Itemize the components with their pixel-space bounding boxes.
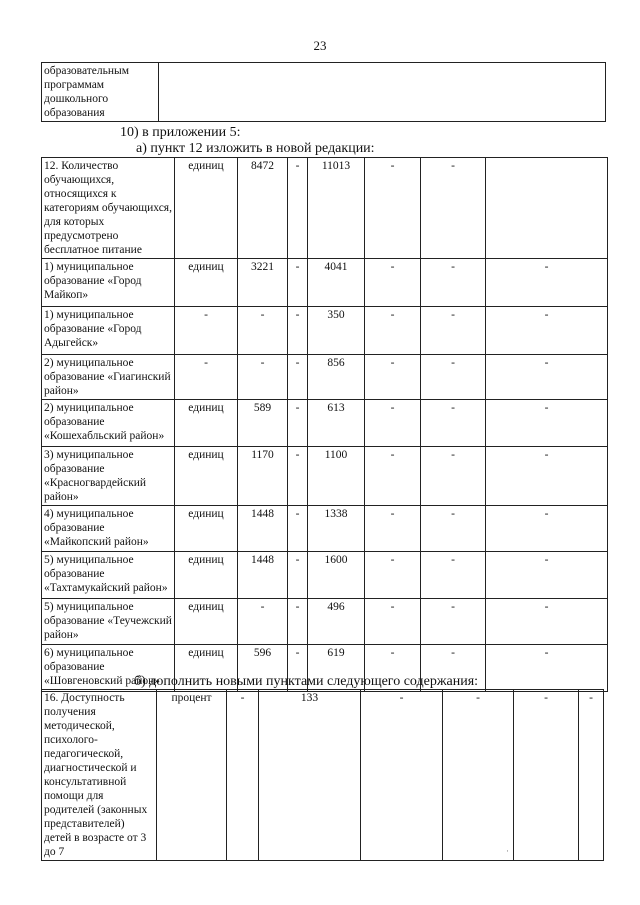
cell-value-5: - [421,355,486,400]
cell-value-6: - [486,506,608,552]
cell-value-3: 1100 [308,447,365,506]
cell-value-6: - [579,690,604,861]
cell-value-5: - [421,645,486,692]
cell-value-6 [486,158,608,259]
cell-name: 2) муниципальное образование «Гиагинский район» [42,355,175,400]
cell-value-4: - [365,307,421,355]
cell-value-1: - [227,690,259,861]
cell-value-2: - [288,447,308,506]
section-10-heading: 10) в приложении 5: [120,125,241,140]
cell-value-5: - [421,599,486,645]
top-table-cell-empty [159,63,606,122]
cell-name: 16. Доступность получения методической, психолого-педагогической, диагностической и консультативной помощи для родителей (законных представителей) детей в возрасте от 3 до 7 [42,690,157,861]
table-row [42,506,608,552]
cell-value-5: - [421,307,486,355]
cell-value-4: - [365,552,421,599]
cell-value-6: - [486,400,608,447]
cell-value-4: - [365,400,421,447]
cell-unit: единиц [175,400,238,447]
table-item-12 [41,157,608,692]
cell-value-6: - [486,552,608,599]
cell-value-2: - [288,506,308,552]
cell-value-1: 1448 [238,506,288,552]
cell-value-5: - [421,552,486,599]
cell-value-3: 856 [308,355,365,400]
cell-value-5: - [421,400,486,447]
cell-value-1: - [238,599,288,645]
cell-value-1: - [238,307,288,355]
top-table-cell-text: образовательным программам дошкольного образования [42,63,159,122]
cell-value-6: - [486,355,608,400]
cell-value-2: - [288,355,308,400]
cell-value-2: - [288,400,308,447]
scan-mark: · [506,846,509,856]
cell-unit: единиц [175,259,238,307]
cell-value-2: 133 [259,690,361,861]
cell-value-4: - [365,259,421,307]
table-item-16 [41,689,604,861]
cell-unit: - [175,355,238,400]
cell-value-1: 1170 [238,447,288,506]
cell-name: 2) муниципальное образование «Кошехабльский район» [42,400,175,447]
cell-value-2: - [288,599,308,645]
cell-value-4: - [365,355,421,400]
table-row [42,355,608,400]
top-table-fragment [41,62,606,122]
cell-value-1: 596 [238,645,288,692]
cell-name: 1) муниципальное образование «Город Майкоп» [42,259,175,307]
cell-value-5: - [421,447,486,506]
cell-value-6: - [486,645,608,692]
cell-name: 6) муниципальное образование «Шовгеновский район» [42,645,175,692]
cell-unit: единиц [175,506,238,552]
section-10a-heading: а) пункт 12 изложить в новой редакции: [136,141,375,156]
cell-value-4: - [365,599,421,645]
cell-value-1: - [238,355,288,400]
section-10b-heading: б) дополнить новыми пунктами следующего содержания: [134,674,479,689]
table-row [42,447,608,506]
cell-value-5: - [421,506,486,552]
cell-value-1: 3221 [238,259,288,307]
cell-value-3: 350 [308,307,365,355]
cell-value-5: - [421,259,486,307]
cell-value-3: 1338 [308,506,365,552]
cell-value-3: - [361,690,443,861]
cell-unit: - [175,307,238,355]
cell-value-2: - [288,259,308,307]
cell-name: 5) муниципальное образование «Теучежский район» [42,599,175,645]
cell-value-6: - [486,259,608,307]
cell-value-4: - [365,506,421,552]
cell-value-5: - [514,690,579,861]
cell-value-1: 8472 [238,158,288,259]
table-row [42,552,608,599]
cell-value-3: 4041 [308,259,365,307]
cell-name: 4) муниципальное образование «Майкопский район» [42,506,175,552]
cell-value-3: 11013 [308,158,365,259]
cell-value-3: 619 [308,645,365,692]
cell-name: 1) муниципальное образование «Город Адыгейск» [42,307,175,355]
table-row [42,599,608,645]
cell-value-4: - [365,645,421,692]
cell-value-3: 613 [308,400,365,447]
table-row [42,690,604,861]
cell-value-6: - [486,447,608,506]
cell-value-2: - [288,307,308,355]
page-number: 23 [313,38,327,53]
cell-name: 3) муниципальное образование «Красногвардейский район» [42,447,175,506]
cell-value-2: - [288,158,308,259]
cell-unit: единиц [175,552,238,599]
table-row-12-header [42,158,608,259]
cell-unit: единиц [175,599,238,645]
cell-value-4: - [365,158,421,259]
cell-unit: единиц [175,158,238,259]
cell-name: 5) муниципальное образование «Тахтамукайский район» [42,552,175,599]
table-row [42,400,608,447]
cell-unit: единиц [175,645,238,692]
table-row [42,307,608,355]
cell-value-4: - [365,447,421,506]
cell-value-1: 1448 [238,552,288,599]
cell-value-5: - [421,158,486,259]
cell-value-6: - [486,307,608,355]
cell-value-3: 496 [308,599,365,645]
cell-value-6: - [486,599,608,645]
cell-value-3: 1600 [308,552,365,599]
cell-value-2: - [288,645,308,692]
cell-value-4: - [443,690,514,861]
cell-value-2: - [288,552,308,599]
table-row [42,259,608,307]
cell-unit: единиц [175,447,238,506]
cell-name: 12. Количество обучающихся, относящихся к категориям обучающихся, для которых предусмотрено бесплатное питание [42,158,175,259]
cell-unit: процент [157,690,227,861]
cell-value-1: 589 [238,400,288,447]
